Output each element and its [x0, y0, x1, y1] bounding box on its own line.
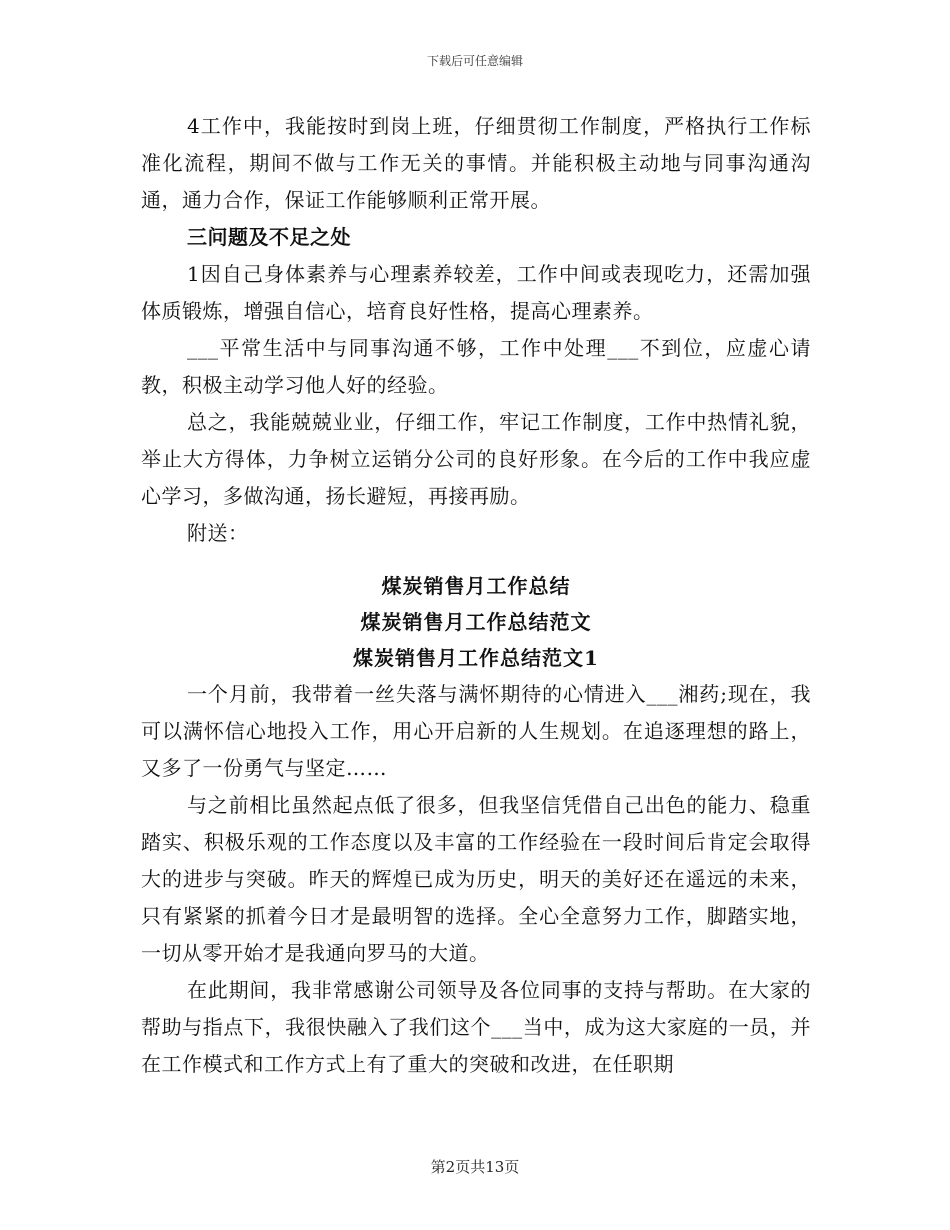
title-coal-sales-summary-sample-1: 煤炭销售月工作总结范文1	[353, 646, 599, 670]
title-coal-sales-summary: 煤炭销售月工作总结	[381, 574, 571, 598]
paragraph-work-discipline: 4工作中，我能按时到岗上班，仔细贯彻工作制度，严格执行工作标准化流程，期间不做与工作无关的事情。并能积极主动地与同事沟通沟通，通力合作，保证工作能够顺利正常开展。	[141, 114, 811, 212]
paragraph-compared-before: 与之前相比虽然起点低了很多，但我坚信凭借自己出色的能力、稳重踏实、积极乐观的工作态度以及丰富的工作经验在一段时间后肯定会取得大的进步与突破。昨天的辉煌已成为历史，明天的美好还在遥远的未来，只有紧紧的抓着今日才是最明智的选择。全心全意努力工作，脚踏实地，一切从零开始才是我通向罗马的大道。	[141, 793, 811, 965]
document-body	[141, 108, 811, 1083]
paragraph-problem-2: ___平常生活中与同事沟通不够，工作中处理___不到位，应虚心请教，积极主动学习他人好的经验。	[141, 336, 811, 397]
spacer	[141, 552, 811, 568]
section-heading-problems: 三问题及不足之处	[187, 225, 351, 249]
title-coal-sales-summary-sample: 煤炭销售月工作总结范文	[360, 610, 592, 634]
paragraph-one-month-ago: 一个月前，我带着一丝失落与满怀期待的心情进入___湘药;现在，我可以满怀信心地投入工作，用心开启新的人生规划。在追逐理想的路上，又多了一份勇气与坚定……	[141, 682, 811, 780]
paragraph-gratitude: 在此期间，我非常感谢公司领导及各位同事的支持与帮助。在大家的帮助与指点下，我很快融入了我们这个___当中，成为这大家庭的一员，并在工作模式和工作方式上有了重大的突破和改进，在任职期	[141, 978, 811, 1076]
paragraph-problem-1: 1因自己身体素养与心理素养较差，工作中间或表现吃力，还需加强体质锻炼，增强自信心，培育良好性格，提高心理素养。	[141, 262, 811, 323]
page-footer: 第2页共13页	[430, 1158, 520, 1176]
paragraph-summary: 总之，我能兢兢业业，仔细工作，牢记工作制度，工作中热情礼貌，举止大方得体，力争树立运销分公司的良好形象。在今后的工作中我应虚心学习，多做沟通，扬长避短，再接再励。	[141, 410, 811, 508]
page-header: 下载后可任意编辑	[426, 54, 523, 68]
paragraph-appendix-label: 附送：	[187, 521, 249, 545]
